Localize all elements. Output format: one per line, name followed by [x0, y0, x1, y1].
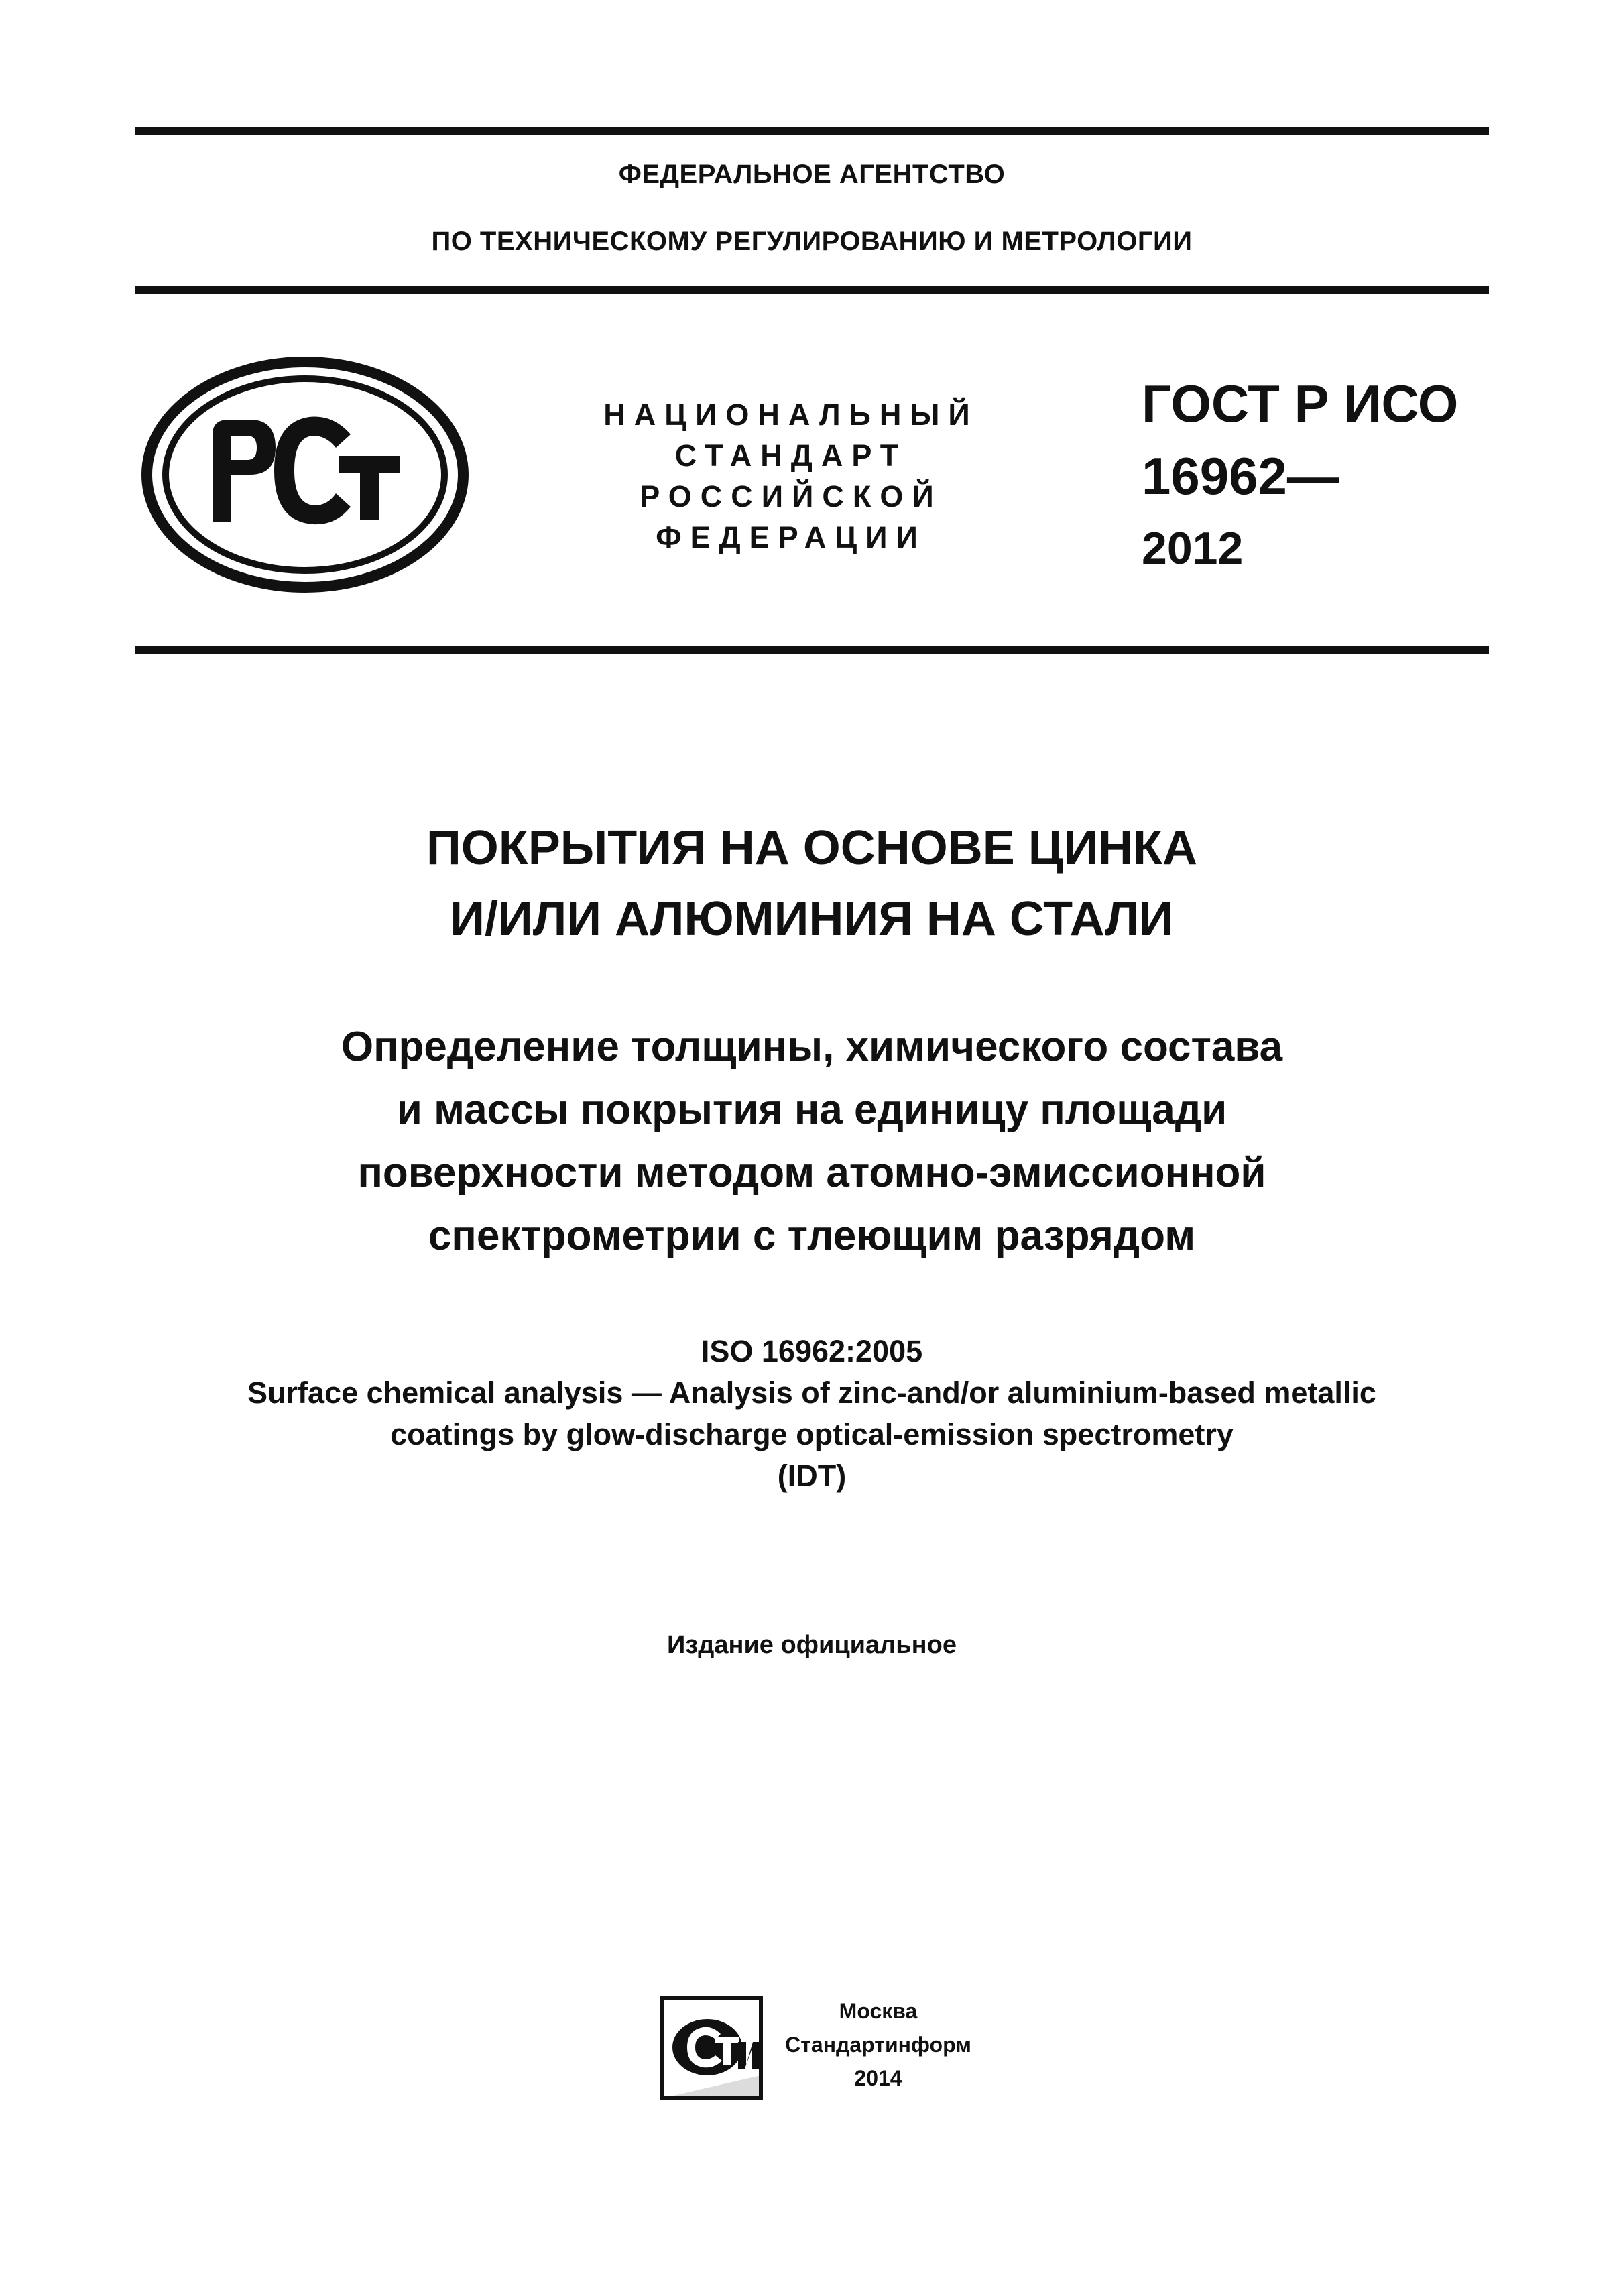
- edition-label: Издание официальное: [667, 1631, 957, 1659]
- subtitle-line-2: и массы покрытия на единицу площади: [396, 1087, 1227, 1133]
- lower-rule: [135, 646, 1489, 654]
- iso-degree: (IDT): [777, 1459, 847, 1493]
- designation-line-2: 16962—: [1142, 446, 1339, 505]
- top-rule: [135, 127, 1489, 135]
- standard-type-line-1: НАЦИОНАЛЬНЫЙ: [603, 398, 979, 432]
- subtitle-line-1: Определение толщины, химического состава: [341, 1024, 1283, 1070]
- document-title: [135, 812, 1489, 955]
- publisher-block: [778, 1994, 979, 2095]
- designation-line-1: ГОСТ Р ИСО: [1142, 374, 1459, 433]
- title-line-1: ПОКРЫТИЯ НА ОСНОВЕ ЦИНКА: [426, 821, 1197, 875]
- publisher-name: Стандартинформ: [785, 2033, 971, 2057]
- publisher-year: 2014: [854, 2066, 902, 2090]
- standard-type-line-4: ФЕДЕРАЦИИ: [656, 520, 926, 554]
- subtitle-line-4: спектрометрии с тлеющим разрядом: [428, 1213, 1196, 1259]
- iso-reference: [135, 1331, 1489, 1497]
- iso-title-line-2: coatings by glow-discharge optical-emission spectrometry: [390, 1417, 1234, 1451]
- subtitle-line-3: поверхности методом атомно-эмиссионной: [357, 1150, 1266, 1196]
- standard-type-block: [577, 394, 1006, 558]
- standartinform-logo-icon: [659, 1995, 764, 2101]
- publisher-city: Москва: [839, 1999, 918, 2023]
- agency-line-2: ПО ТЕХНИЧЕСКОМУ РЕГУЛИРОВАНИЮ И МЕТРОЛОГИИ: [431, 227, 1193, 256]
- rst-certification-emblem-icon: [137, 355, 473, 594]
- agency-line-1: ФЕДЕРАЛЬНОЕ АГЕНТСТВО: [618, 160, 1006, 189]
- header-rule: [135, 286, 1489, 294]
- iso-code: ISO 16962:2005: [701, 1334, 923, 1368]
- standard-type-line-2: СТАНДАРТ: [674, 438, 908, 473]
- designation-year: 2012: [1142, 523, 1244, 574]
- title-line-2: И/ИЛИ АЛЮМИНИЯ НА СТАЛИ: [450, 892, 1174, 946]
- iso-title-line-1: Surface chemical analysis — Analysis of zinc-and/or aluminium-based metallic: [247, 1376, 1376, 1410]
- document-subtitle: [135, 1016, 1489, 1268]
- standard-type-line-3: РОССИЙСКОЙ: [640, 479, 943, 513]
- standard-designation: [1142, 367, 1458, 585]
